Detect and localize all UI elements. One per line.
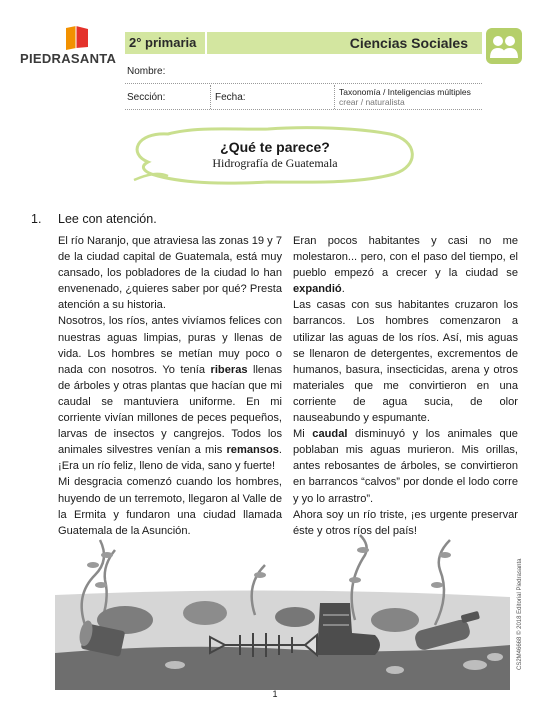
story-text: Mi — [293, 428, 313, 441]
story-text: . — [341, 283, 345, 296]
name-label: Nombre: — [127, 66, 166, 77]
story-text: El río Naranjo, que atraviesa las zonas 19 y 7 de la ciudad capital de Guatemala, está muy cansado, los pobladores de la ciudad lo han envenenado, ¿quieres saber por qué? Presta atención a su historia. — [58, 235, 282, 312]
section-date-divider — [210, 85, 211, 109]
story-paragraph — [58, 233, 282, 313]
story-text: Eran pocos habitantes y casi no me molestaron... pero, con el paso del tiempo, el pueblo empezó a crecer y la ciudad se — [293, 235, 518, 280]
title-cloud-frame — [128, 124, 420, 186]
story-text: Ahora soy un río triste, ¡es urgente preservar éste y otros ríos del país! — [293, 508, 518, 537]
glossary-term: remansos — [226, 444, 279, 457]
story-text: disminuyó y los animales que poblaban mis aguas murieron. Mis orillas, antes rebosantes de árboles, se convirtieron en barrancos “calvos” por donde el lodo corre y yo lo arrastro”. — [293, 428, 518, 505]
piedrasanta-logo-icon — [62, 26, 92, 50]
polluted-river-illustration — [55, 525, 510, 690]
activity-subtitle: Hidrografía de Guatemala — [212, 156, 338, 170]
date-label: Fecha: — [215, 92, 246, 103]
taxonomy-label: Taxonomía / Inteligencias múltiples — [339, 87, 471, 97]
grade-label: 2° primaria — [129, 35, 197, 50]
story-paragraph — [293, 233, 518, 297]
page-number: 1 — [272, 689, 278, 699]
taxonomy-values: crear / naturalista — [339, 97, 405, 107]
glossary-term: expandió — [293, 283, 342, 296]
group-icon-box — [486, 28, 522, 64]
instruction-text: Lee con atención. — [58, 212, 157, 226]
story-paragraph — [293, 426, 518, 506]
story-paragraph — [58, 313, 282, 474]
story-text: llenas de árboles y otras plantas que hacían que mi caudal se mantuviera uniforme. En mi corriente vivían millones de peces pequeños, larvas de insectos y cangrejos. Todos los animales silvestres venían a mis — [58, 363, 282, 457]
story-paragraph — [293, 297, 518, 426]
story-text: Mi desgracia comenzó cuando los hombres, huyendo de un terremoto, llegaron al Valle de la Ermita y fundaron una ciudad llamada Guatemala de la Asunción. — [58, 476, 282, 537]
glossary-term: caudal — [312, 428, 348, 441]
name-field-line[interactable] — [125, 83, 482, 84]
side-code: CS2M46668 © 2018 Editorial Piedrasanta — [517, 558, 523, 670]
subject-title: Ciencias Sociales — [349, 35, 468, 51]
brand-name: PIEDRASANTA — [20, 51, 117, 66]
story-left-column — [58, 233, 282, 539]
header-divider — [205, 32, 207, 54]
section-field-line[interactable] — [125, 109, 482, 110]
activity-title: ¿Qué te parece? — [220, 139, 330, 155]
story-right-column — [293, 233, 518, 539]
section-label: Sección: — [127, 92, 166, 103]
story-text: . ¡Era un río feliz, lleno de vida, sano y fuerte! — [58, 444, 282, 473]
instruction-number: 1. — [31, 212, 42, 226]
two-people-icon — [486, 28, 522, 64]
story-text: Nosotros, los ríos, antes vivíamos felices con nuestras aguas limpias, puras y llenas de vida. Los hombres se metían muy poco o nada con nosotros. Yo tenía — [58, 315, 282, 376]
story-text: Las casas con sus habitantes cruzaron los barrancos. Los hombres comenzaron a utilizar las aguas de los ríos. Así, mis aguas se llenaron de detergentes, excrementos de humanos, basura, insecticidas, arena y otros materiales que me convirtieron en una corriente de agua sucia, de olor nauseabundo y espumante. — [293, 299, 518, 425]
glossary-term: riberas — [210, 363, 248, 376]
date-taxonomy-divider — [334, 85, 335, 109]
